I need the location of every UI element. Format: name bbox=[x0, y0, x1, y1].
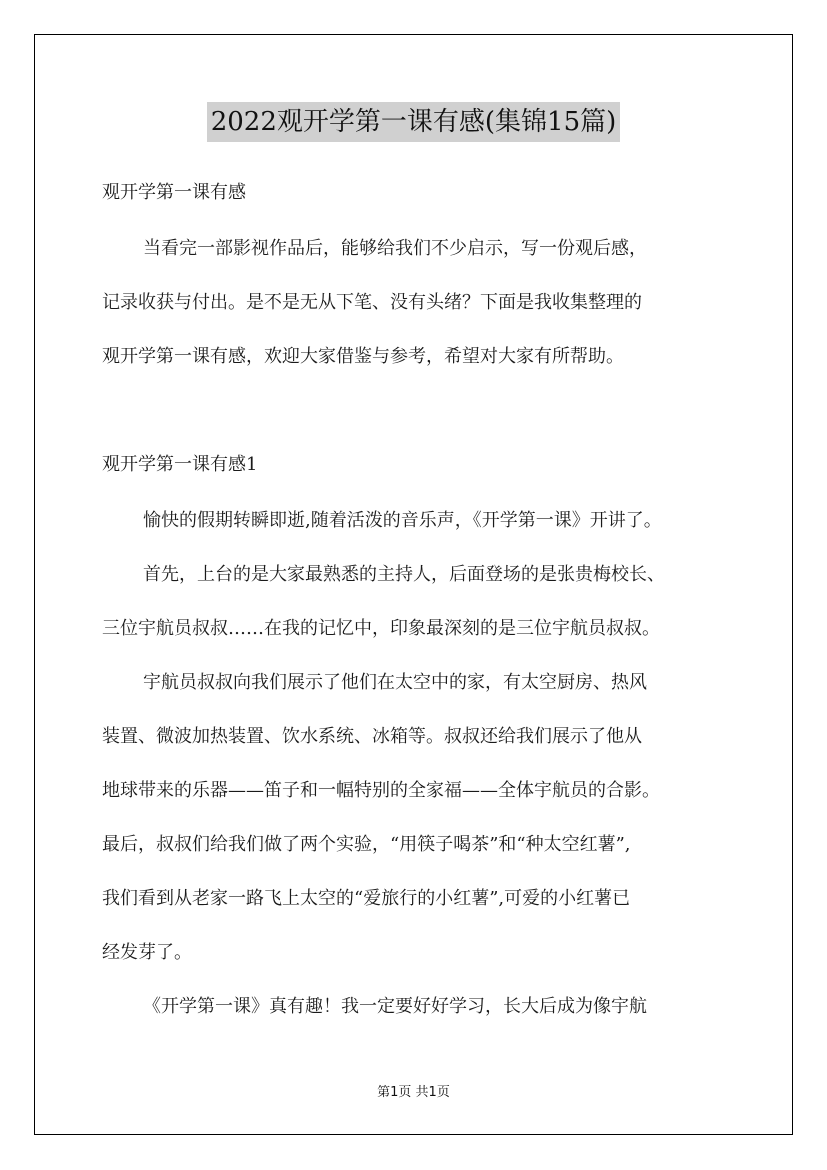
paragraph-line: 地球带来的乐器——笛子和一幅特别的全家福——全体宇航员的合影。 bbox=[102, 780, 660, 801]
intro-heading: 观开学第一课有感 bbox=[102, 182, 246, 203]
document-title: 2022观开学第一课有感(集锦15篇) bbox=[207, 102, 621, 142]
paragraph-line: 首先，上台的是大家最熟悉的主持人，后面登场的是张贵梅校长、 bbox=[143, 564, 665, 585]
page-number-footer: 第1页 共1页 bbox=[377, 1085, 450, 1100]
intro-line: 当看完一部影视作品后，能够给我们不少启示，写一份观后感， bbox=[143, 238, 647, 259]
paragraph-line: 《开学第一课》真有趣！我一定要好好学习，长大后成为像宇航 bbox=[143, 996, 647, 1017]
paragraph-line: 宇航员叔叔向我们展示了他们在太空中的家，有太空厨房、热风 bbox=[143, 672, 647, 693]
title-container bbox=[0, 102, 827, 142]
paragraph-line: 装置、微波加热装置、饮水系统、冰箱等。叔叔还给我们展示了他从 bbox=[102, 726, 642, 747]
paragraph-line: 最后，叔叔们给我们做了两个实验，“用筷子喝茶”和“种太空红薯”, bbox=[102, 834, 631, 855]
paragraph-line: 我们看到从老家一路飞上太空的“爱旅行的小红薯”,可爱的小红薯已 bbox=[102, 888, 631, 909]
section-heading: 观开学第一课有感1 bbox=[102, 454, 258, 475]
intro-line: 观开学第一课有感，欢迎大家借鉴与参考，希望对大家有所帮助。 bbox=[102, 346, 624, 367]
paragraph-line: 经发芽了。 bbox=[102, 942, 192, 963]
intro-line: 记录收获与付出。是不是无从下笔、没有头绪？下面是我收集整理的 bbox=[102, 292, 642, 313]
paragraph-line: 三位宇航员叔叔……在我的记忆中，印象最深刻的是三位宇航员叔叔。 bbox=[102, 618, 660, 639]
paragraph-line: 愉快的假期转瞬即逝,随着活泼的音乐声，《开学第一课》开讲了。 bbox=[143, 510, 662, 531]
